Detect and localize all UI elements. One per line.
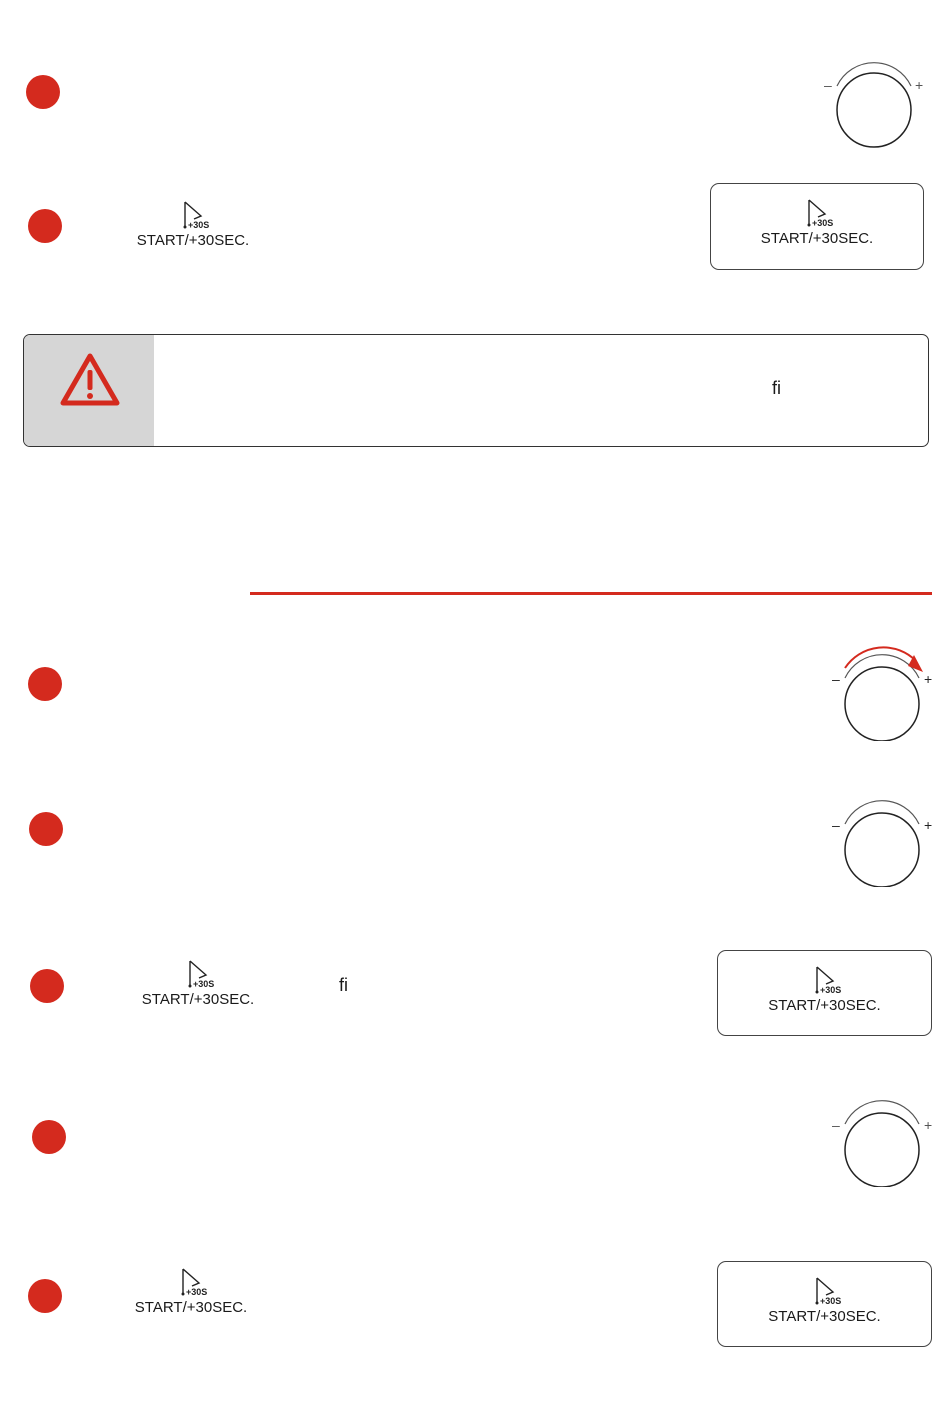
dial-knob-turn-right-icon	[828, 646, 938, 741]
step-marker-1	[26, 75, 60, 109]
dial-knob-icon	[828, 792, 938, 887]
start-button-label: START/+30SEC.	[760, 230, 874, 247]
svg-text:–: –	[824, 77, 832, 93]
play-plus-30s-icon	[178, 959, 218, 989]
svg-text:+30S: +30S	[819, 1296, 841, 1306]
svg-text:+30S: +30S	[186, 1287, 208, 1297]
dial-knob-icon	[820, 58, 930, 153]
start-label-text: START/+30SEC.	[134, 1299, 248, 1316]
step-marker-4	[29, 812, 63, 846]
step-marker-2	[28, 209, 62, 243]
start-label-text: START/+30SEC.	[136, 232, 250, 249]
step-marker-3	[28, 667, 62, 701]
dial-knob-icon	[828, 1092, 938, 1187]
play-plus-30s-icon	[171, 1267, 211, 1297]
warning-box	[23, 334, 929, 447]
step-marker-6	[32, 1120, 66, 1154]
svg-text:–: –	[832, 1117, 840, 1133]
svg-text:–: –	[832, 817, 840, 833]
start-button-label	[126, 1267, 256, 1316]
start-button[interactable]	[710, 183, 924, 270]
warning-triangle-icon	[59, 352, 121, 408]
step-marker-5	[30, 969, 64, 1003]
start-button[interactable]	[717, 950, 932, 1036]
warning-icon-panel	[24, 335, 154, 446]
svg-text:+30S: +30S	[188, 220, 210, 230]
warning-text: ﬁ	[772, 378, 781, 398]
section-divider	[250, 592, 932, 595]
play-plus-30s-icon	[805, 965, 845, 995]
step-marker-7	[28, 1279, 62, 1313]
step5-text: ﬁ	[339, 975, 348, 995]
start-button-label: START/+30SEC.	[768, 997, 881, 1014]
svg-text:+30S: +30S	[812, 218, 834, 228]
svg-text:+: +	[915, 77, 924, 93]
svg-text:+: +	[924, 817, 933, 833]
play-plus-30s-icon	[173, 200, 213, 230]
start-label-text: START/+30SEC.	[141, 991, 255, 1008]
start-button-label	[133, 959, 263, 1008]
play-plus-30s-icon	[797, 198, 837, 228]
svg-text:+: +	[924, 1117, 933, 1133]
svg-text:+30S: +30S	[193, 979, 215, 989]
start-button[interactable]	[717, 1261, 932, 1347]
start-button-label	[128, 200, 258, 249]
svg-text:–: –	[832, 671, 840, 687]
svg-text:+30S: +30S	[819, 985, 841, 995]
svg-text:+: +	[924, 671, 933, 687]
play-plus-30s-icon	[805, 1276, 845, 1306]
start-button-label: START/+30SEC.	[768, 1308, 881, 1325]
